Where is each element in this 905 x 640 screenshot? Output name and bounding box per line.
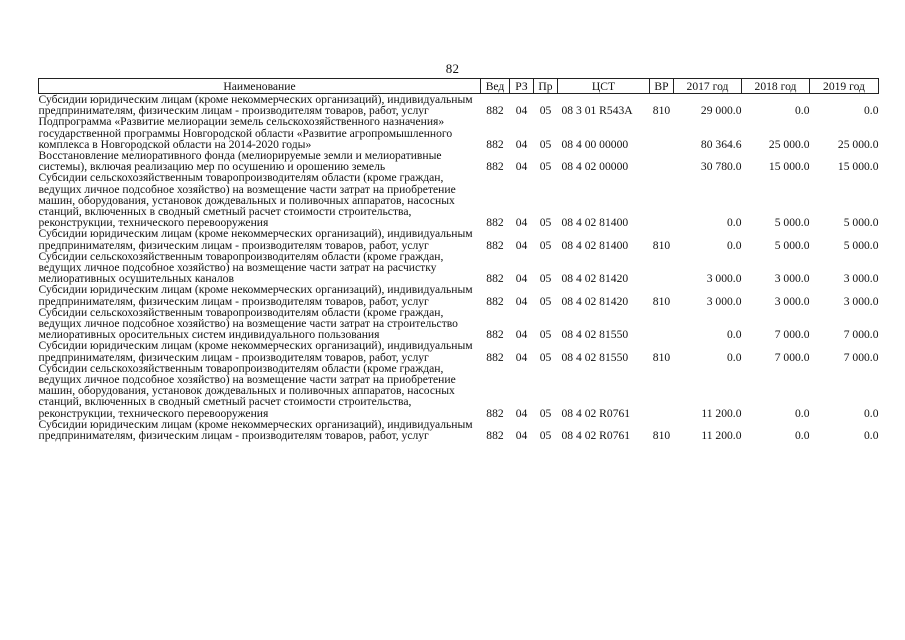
row-vr (650, 363, 674, 419)
row-name: Подпрограмма «Развитие мелиорации земель сельскохозяйственного назначения» государственной программы Новгородской области «Развитие агропромышленного комплекса в Новгородской области на 2014-2020 годы» (38, 115, 453, 151)
table-row (39, 419, 879, 441)
row-pr: 05 (539, 350, 552, 364)
row-amount-2017: 11 200.0 (701, 406, 742, 420)
table-row (39, 340, 879, 362)
row-pr: 05 (539, 160, 552, 174)
row-name: Субсидии юридическим лицам (кроме некоммерческих организаций), индивидуальным предпринимателям, физическим лицам - производителям товаров, работ, услуг (38, 227, 473, 252)
row-rz: 04 (515, 104, 528, 118)
column-header-2017: 2017 год (674, 79, 742, 94)
row-cst: 08 4 02 R0761 (561, 406, 631, 420)
row-rz: 04 (515, 272, 528, 286)
row-cst: 08 3 01 R543A (561, 104, 633, 118)
row-ved: 882 (486, 104, 504, 118)
row-vr (650, 150, 674, 172)
row-amount-2017: 0.0 (727, 350, 742, 364)
row-amount-2017: 11 200.0 (701, 429, 742, 443)
row-vr: 810 (652, 104, 671, 118)
row-amount-2018: 25 000.0 (768, 137, 810, 151)
row-ved: 882 (486, 406, 504, 420)
row-amount-2018: 0.0 (795, 406, 810, 420)
row-name: Субсидии юридическим лицам (кроме некоммерческих организаций), индивидуальным предпринимателям, физическим лицам - производителям товаров, работ, услуг (38, 93, 473, 118)
row-name: Субсидии сельскохозяйственным товаропроизводителям области (кроме граждан, ведущих личное подсобное хозяйство) на возмещение части затрат на приобретение машин, оборудования, установок дождевальных и поливочных аппаратов, насосных станций, включенных в сводный сметный расчет стоимости строительства, реконструкции, технического перевооружения (38, 361, 456, 420)
row-pr: 05 (539, 328, 552, 342)
row-cst: 08 4 02 81420 (561, 294, 629, 308)
table-row (39, 228, 879, 250)
row-amount-2019: 0.0 (864, 104, 879, 118)
row-rz: 04 (515, 429, 528, 443)
column-header-name: Наименование (39, 79, 481, 94)
row-ved: 882 (486, 328, 504, 342)
row-amount-2018: 0.0 (795, 104, 810, 118)
row-ved: 882 (486, 238, 504, 252)
table-body (39, 94, 879, 442)
row-name: Субсидии юридическим лицам (кроме некоммерческих организаций), индивидуальным предпринимателям, физическим лицам - производителям товаров, работ, услуг (38, 283, 473, 308)
row-pr: 05 (539, 238, 552, 252)
row-pr: 05 (539, 137, 552, 151)
row-name: Субсидии сельскохозяйственным товаропроизводителям области (кроме граждан, ведущих личное подсобное хозяйство) на возмещение части затрат на приобретение машин, оборудования, установок дождевальных и поливочных аппаратов, насосных станций, включенных в сводный сметный расчет стоимости строительства, реконструкции, технического перевооружения (38, 171, 456, 230)
row-cst: 08 4 02 00000 (561, 160, 629, 174)
row-vr (650, 172, 674, 228)
row-amount-2017: 80 364.6 (700, 137, 742, 151)
row-name: Субсидии юридическим лицам (кроме некоммерческих организаций), индивидуальным предпринимателям, физическим лицам - производителям товаров, работ, услуг (38, 417, 473, 443)
row-amount-2017: 29 000.0 (700, 104, 742, 118)
row-pr: 05 (539, 429, 552, 443)
row-pr: 05 (539, 104, 552, 118)
column-header-2019: 2019 год (810, 79, 879, 94)
row-amount-2017: 3 000.0 (706, 272, 742, 286)
row-cst: 08 4 02 81420 (561, 272, 629, 286)
column-header-ved: Вед (481, 79, 510, 94)
row-cst: 08 4 02 81550 (561, 350, 629, 364)
row-amount-2018: 15 000.0 (768, 160, 810, 174)
row-vr (650, 307, 674, 341)
column-header-rz: РЗ (510, 79, 534, 94)
column-header-pr: Пр (534, 79, 558, 94)
row-amount-2019: 7 000.0 (843, 328, 879, 342)
row-amount-2017: 30 780.0 (700, 160, 742, 174)
row-cst: 08 4 00 00000 (561, 137, 629, 151)
row-vr (650, 251, 674, 285)
row-ved: 882 (486, 216, 504, 230)
row-rz: 04 (515, 294, 528, 308)
row-vr: 810 (652, 350, 671, 364)
page-number: 82 (445, 61, 460, 76)
row-rz: 04 (515, 406, 528, 420)
row-amount-2018: 3 000.0 (774, 294, 810, 308)
row-rz: 04 (515, 216, 528, 230)
row-amount-2019: 3 000.0 (843, 272, 879, 286)
row-cst: 08 4 02 81400 (561, 216, 629, 230)
table-row (39, 363, 879, 419)
row-amount-2019: 25 000.0 (837, 137, 879, 151)
row-vr (650, 116, 674, 150)
table-row (39, 94, 879, 117)
row-name: Субсидии сельскохозяйственным товаропроизводителям области (кроме граждан, ведущих личное подсобное хозяйство) на возмещение части затрат на расчистку мелиоративных осушительных каналов (38, 249, 444, 286)
row-name: Восстановление мелиоративного фонда (мелиорируемые земли и мелиоративные системы), включая реализацию мер по осушению и орошению земель (38, 149, 442, 174)
row-amount-2018: 5 000.0 (774, 238, 810, 252)
row-amount-2019: 5 000.0 (843, 238, 879, 252)
row-name: Субсидии сельскохозяйственным товаропроизводителям области (кроме граждан, ведущих личное подсобное хозяйство) на возмещение части затрат на строительство мелиоративных оросительных систем индивидуального пользования (38, 305, 458, 342)
row-vr: 810 (652, 238, 671, 252)
row-vr: 810 (652, 429, 671, 443)
row-amount-2019: 5 000.0 (843, 216, 879, 230)
row-ved: 882 (486, 429, 504, 443)
table-row (39, 284, 879, 306)
column-header-cst: ЦСТ (558, 79, 650, 94)
table-header (39, 79, 879, 94)
row-rz: 04 (515, 160, 528, 174)
row-amount-2017: 0.0 (727, 238, 742, 252)
row-amount-2017: 0.0 (727, 328, 742, 342)
row-ved: 882 (486, 294, 504, 308)
row-cst: 08 4 02 81550 (561, 328, 629, 342)
row-pr: 05 (539, 406, 552, 420)
row-amount-2017: 0.0 (727, 216, 742, 230)
row-rz: 04 (515, 350, 528, 364)
row-ved: 882 (486, 350, 504, 364)
row-amount-2018: 5 000.0 (774, 216, 810, 230)
table-row (39, 307, 879, 341)
column-header-vr: ВР (650, 79, 674, 94)
row-amount-2019: 15 000.0 (837, 160, 879, 174)
row-pr: 05 (539, 216, 552, 230)
row-amount-2018: 7 000.0 (774, 350, 810, 364)
row-amount-2019: 3 000.0 (843, 294, 879, 308)
row-rz: 04 (515, 137, 528, 151)
row-ved: 882 (486, 160, 504, 174)
row-amount-2019: 7 000.0 (843, 350, 879, 364)
row-cst: 08 4 02 81400 (561, 238, 629, 252)
table-row (39, 116, 879, 150)
row-rz: 04 (515, 238, 528, 252)
row-pr: 05 (539, 294, 552, 308)
table-row (39, 150, 879, 172)
budget-table (38, 78, 879, 441)
row-amount-2019: 0.0 (864, 429, 879, 443)
row-amount-2019: 0.0 (864, 406, 879, 420)
row-ved: 882 (486, 272, 504, 286)
column-header-2018: 2018 год (742, 79, 810, 94)
row-amount-2017: 3 000.0 (706, 294, 742, 308)
table-row (39, 251, 879, 285)
row-name: Субсидии юридическим лицам (кроме некоммерческих организаций), индивидуальным предпринимателям, физическим лицам - производителям товаров, работ, услуг (38, 339, 473, 364)
row-amount-2018: 3 000.0 (774, 272, 810, 286)
row-cst: 08 4 02 R0761 (561, 429, 631, 443)
row-pr: 05 (539, 272, 552, 286)
row-vr: 810 (652, 294, 671, 308)
row-amount-2018: 0.0 (795, 429, 810, 443)
table-row (39, 172, 879, 228)
row-ved: 882 (486, 137, 504, 151)
row-amount-2018: 7 000.0 (774, 328, 810, 342)
row-rz: 04 (515, 328, 528, 342)
